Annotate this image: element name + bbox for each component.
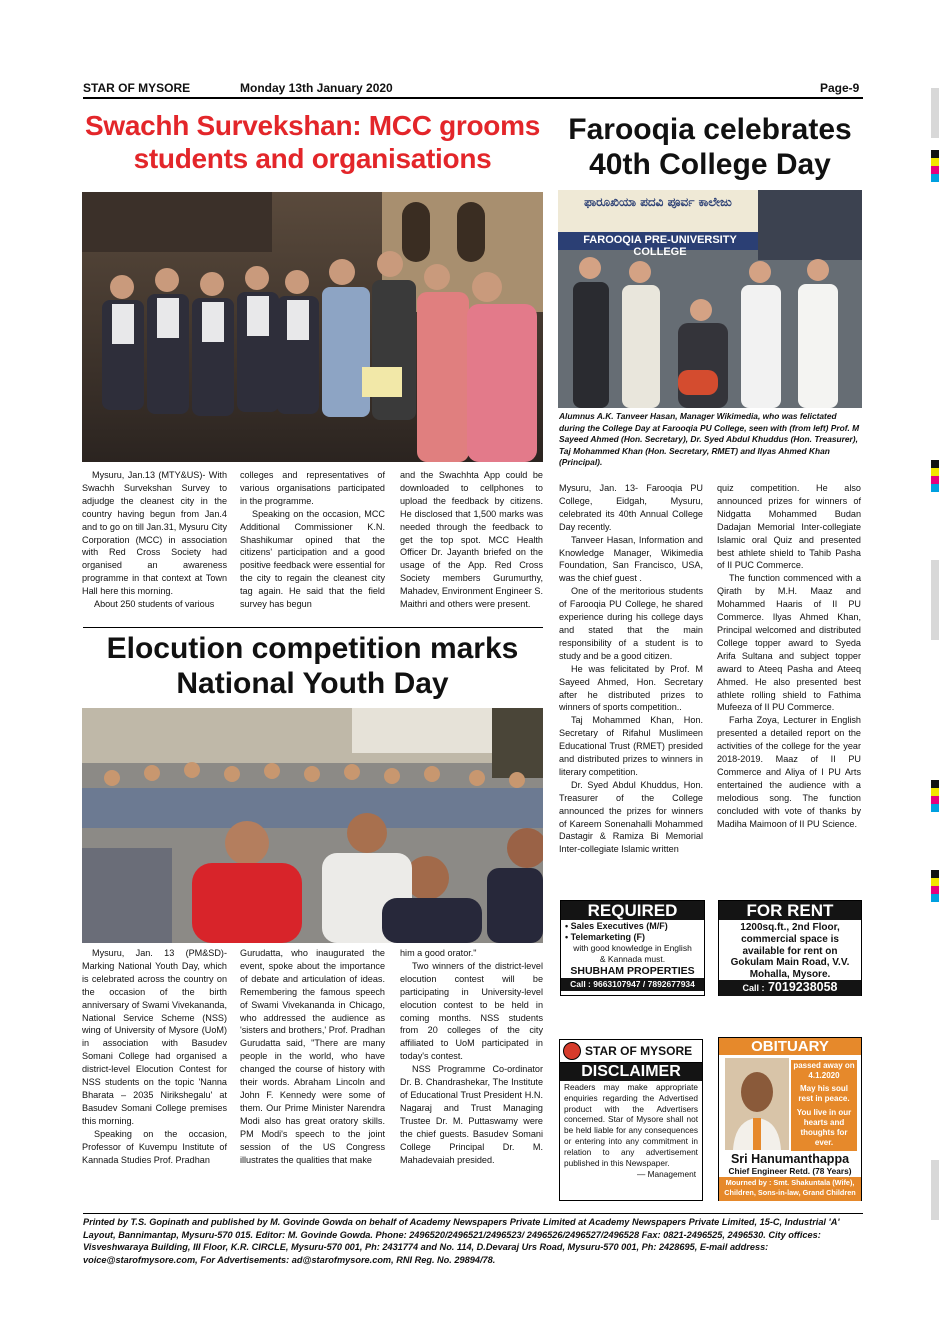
disclaimer-title: DISCLAIMER [560,1063,702,1081]
article1-photo [82,192,543,462]
article1-headline-line1: Swachh Survekshan: MCC grooms [85,110,540,141]
portrait-man-icon [725,1058,789,1150]
article3-para8: Farha Zoya, Lecturer in English presented a detailed report on the activities of the college for the year 2018-2019. Maaz of II PU Commerce and Aliya of I PU Arts entertained the audience with a melodious song. The function concluded with vote of thanks by Madiha Maimoon of II PU Science. [717,715,861,829]
article2-photo [82,708,543,943]
obituary-portrait [725,1058,789,1150]
ad-rent-body: 1200sq.ft., 2nd Floor, commercial space is available for rent on Gokulam Main Road, V.V. Mohalla, Mysore. [730,922,850,981]
obituary-title: OBITUARY [719,1038,861,1055]
town-hall-students-photo [82,192,543,462]
article2-headline-line2: National Youth Day [176,666,449,700]
ad-required-phone: Call : 9663107947 / 7892677934 [561,978,704,991]
ad-rent-call-label: Call : [742,983,765,993]
article3-para6-cont: quiz competition. He also announced prizes for winners of Nidgatta Mohammed Budan Dadajan Memorial Inter-collegiate Islamic oral Quiz and presented best athlete shield to Tahib Pasha of II PUC Commerce. [717,483,861,571]
article3-headline-line2: 40th College Day [589,147,831,181]
ad-rent-title: FOR RENT [719,901,861,920]
disclaimer-box [559,1039,703,1201]
ad-required [560,900,705,996]
issue-date: Monday 13th January 2020 [240,81,393,95]
imprint-footer: Printed by T.S. Gopinath and published by M. Govinde Gowda on behalf of Academy Newspapers Private Limited at Academy Newspapers Private Limited, 15-C, Industrial 'A' Layout, Bannimantap, Mysuru-570 015. Editor: M. Govinde Gowda. Phone: 2496520/2496521/2496523/ 2496526/2496527/2496528 Fax: 0821-2496525, 2496530. City offices: Visveshwaraya Building, III Floor, K.R. CIRCLE, Mysuru-570 001, Ph: 2431774 and No. 114, D.Devaraj Urs Road, Mysuru-570 001, Ph: 2428695, E-mail address: voice@starofmysore.com, For Advertisements: ad@starofmysore.com, RNI Reg. No. 29894/78. [83,1217,840,1265]
article1-para2: About 250 students of various [94,599,215,610]
article3-para2: Tanveer Hasan, Information and Knowledge Manager, Wikimedia Foundation, San Francisco, USA, was the chief guest . [559,534,703,584]
article2-para2-cont: Gurudatta, who inaugurated the event, spoke about the importance of debate and articulation of ideas. Remembering the famous speech of Swami Vivekananda in Chicago, who addressed the audience as 'sisters and brothers,' Prof. Pradhan Gurudatta said, "There are many people in the world, who have changed the course of history with their words. Abraham Lincoln and John F. Kennedy were some of them. Our Prime Minister Narendra Modi also has great oratory skills. PM Modi's speech to the joint session of the US Congress illustrates the qualities that make [240,948,385,1165]
ad-required-title: REQUIRED [561,901,704,920]
header-rule [83,97,863,99]
article2-col1 [82,947,227,1166]
article3-col2 [717,482,861,830]
college-banner-english: FAROOQIA PRE-UNIVERSITY COLLEGE [583,234,737,258]
disclaimer-brand-row [560,1040,702,1063]
disclaimer-signature: — Management [636,1169,696,1180]
obituary-box [718,1037,862,1201]
disclaimer-body: Readers may make appropriate enquiries regarding the Advertised product with the Advertisers concerned. Star of Mysore shall not be held liable for any consequences or entering into any commitment in relation to any advertisement published in this Newspaper. [564,1082,698,1168]
page-number: Page-9 [820,81,860,95]
registration-strip-mid3 [931,870,939,902]
article3-para7: The function commenced with a Qirath by M.H. Maaz and Mohammed Haaris of II PU Commerce. Ilyas Ahmed Khan, Principal welcomed and distributed College topper award to Syeda Arifa Sultana and subject topper award to Ateeq Pasha and Ateeq Ahmed. He also presented best athlete rolling shield to Fathima Mufeeza of II PU Commerce. [717,573,861,713]
farooqia-group-photo [558,190,862,408]
registration-strip-mid1 [931,460,939,492]
article3-col1 [559,482,703,856]
article2-col3 [400,947,543,1166]
article3-photo [558,190,862,408]
registration-strip-grey3 [931,1160,939,1220]
article-divider [83,627,543,628]
registration-strip-mid2 [931,780,939,812]
ad-rent-phone [719,980,861,996]
article2-para2-tail: him a good orator." [400,948,477,958]
article1-para2-cont: colleges and representatives of various organisations participated in the programme. [240,470,385,506]
ad-required-item2: • Telemarketing (F) [565,932,645,942]
obituary-passed: passed away on 4.1.2020 [793,1061,855,1080]
elocution-audience-photo [82,708,543,943]
obituary-name: Sri Hanumanthappa [730,1152,850,1166]
article2-col2 [240,947,385,1166]
obituary-role: Chief Engineer Retd. (78 Years) [728,1166,852,1176]
registration-strip-grey2 [931,560,939,640]
article1-para3: Speaking on the occasion, MCC Additional Commissioner K.N. Shashikumar opined that the citizens' participation and a good positive feedback were essential for the city to regain the cleanest city tag again. He said that the field survey has begun [240,508,385,610]
article2-headline-line1: Elocution competition marks [106,632,519,665]
article2-para2: Speaking on the occasion, Professor of Kuvempu Institute of Kannada Studies Prof. Pradhan [82,1128,227,1165]
ad-rent-call-number: 7019238058 [767,980,838,994]
registration-strip-top [931,150,939,182]
article1-para3-cont: and the Swachhta App could be downloaded to cellphones to upload the feedback by citizens. He disclosed that 1,500 marks was needed through the feedback to get the top spot. MCC Health Officer Dr. Jayanth briefed on the usage of the App. Red Cross Society members Gurumurthy, Mahadev, Environment Engineer S. Maithri and others were present. [400,470,543,610]
ad-required-company: SHUBHAM PROPERTIES [570,965,695,977]
paper-name: STAR OF MYSORE [83,81,191,95]
article3-headline [555,113,865,182]
article1-col2 [240,469,385,611]
ad-required-note: with good knowledge in English & Kannada must. [573,943,692,964]
article3-para3: One of the meritorious students of Farooqia PU College, he shared experience during his college days and stated that the main responsibility of a student is to study and be a good citizen. [559,586,703,661]
article3-para4: He was felicitated by Prof. M Sayeed Ahmed, Hon. Secretary after he distributed prizes to winners of sports competition.. [559,663,703,713]
article1-col3 [400,469,543,611]
obituary-rest: May his soul rest in peace. [798,1084,850,1103]
article3-headline-line1: Farooqia celebrates [568,113,852,146]
article3-para5: Taj Mohammed Khan, Hon. Secretary of Rifahul Muslimeen Educational Trust (RMET) presided and distributed prizes to winners in literary competition. [559,715,703,777]
article2-headline [80,632,545,701]
ad-for-rent [718,900,862,996]
obituary-mourned: Mourned by : Smt. Shakuntala (Wife), Children, Sons-in-law, Grand Children [719,1177,861,1201]
article1-headline-line2: students and organisations [133,143,492,175]
article1-headline [80,110,545,175]
article3-para1: Mysuru, Jan. 13- Farooqia PU College, Eidgah, Mysuru, celebrated its 40th Annual College Day recently. [559,483,703,532]
article1-para1: Mysuru, Jan.13 (MTY&US)- With Swachh Survekshan Survey to adjudge the cleanest city in the country having begun from Jan.4 and to go on till Jan.31, Mysuru City Corporation (MCC) in association with Red Cross Society had organised an awareness programme in that context at Town Hall here this morning. [82,470,227,597]
college-banner-kannada: ಫಾರೂಖಿಯಾ ಪದವಿ ಪೂರ್ವ ಕಾಲೇಜು [584,195,732,209]
obituary-live: You live in our hearts and thoughts for ever. [796,1108,852,1147]
article1-col1 [82,469,227,611]
footer-rule [83,1213,863,1214]
ad-required-item1: • Sales Executives (M/F) [565,921,668,931]
article3-photo-caption: Alumnus A.K. Tanveer Hasan, Manager Wikimedia, who was felictated during the College Day at Farooqia PU College, seen with (from left) Prof. M Sayeed Ahmed (Hon. Secretary), Dr. Syed Abdul Khuddus (Hon. Treasurer), Taj Mohammed Khan (Hon. Secretary, RMET) and Ilyas Ahmed Khan (Principal). [559,411,860,467]
registration-strip-grey [931,88,939,138]
article2-para1: Mysuru, Jan. 13 (PM&SD)- Marking National Youth Day, which is celebrated across the country on the occasion of the birth anniversary of Swami Vivekananda, National Service Scheme (NSS) wing of University of Mysore (UoM) in association with Basudev Somani College had organised a district-level Elocution Contest for NSS students on the topic 'Nanna Bharata – 2035 Nirikshegalu' at Basudev Somani College premises this morning. [82,948,227,1126]
disclaimer-brand: STAR OF MYSORE [585,1044,693,1058]
article2-para3: Two winners of the district-level elocution contest will be participating in University-level elocution contest to be held in coming months. NSS students from 20 colleges of the city affiliated to UoM participated in today's contest. [400,960,543,1062]
article2-para4: NSS Programme Co-ordinator Dr. B. Chandrashekar, The Institute of Educational Trust President H.N. Nagaraj and Trust Managing Trustee Dr. M. Puttaswamy were the chief guests. Basudev Somani College Principal Dr. M. Mahadevaiah presided. [400,1064,543,1165]
article3-para6: Dr. Syed Abdul Khuddus, Hon. Treasurer of the College announced the prizes for winners of Kareem Sonenahalli Mohammed Dastagir & Ramiza Bi Memorial Inter-collegiate Islamic written [559,779,703,855]
star-of-mysore-logo-icon [563,1042,581,1060]
